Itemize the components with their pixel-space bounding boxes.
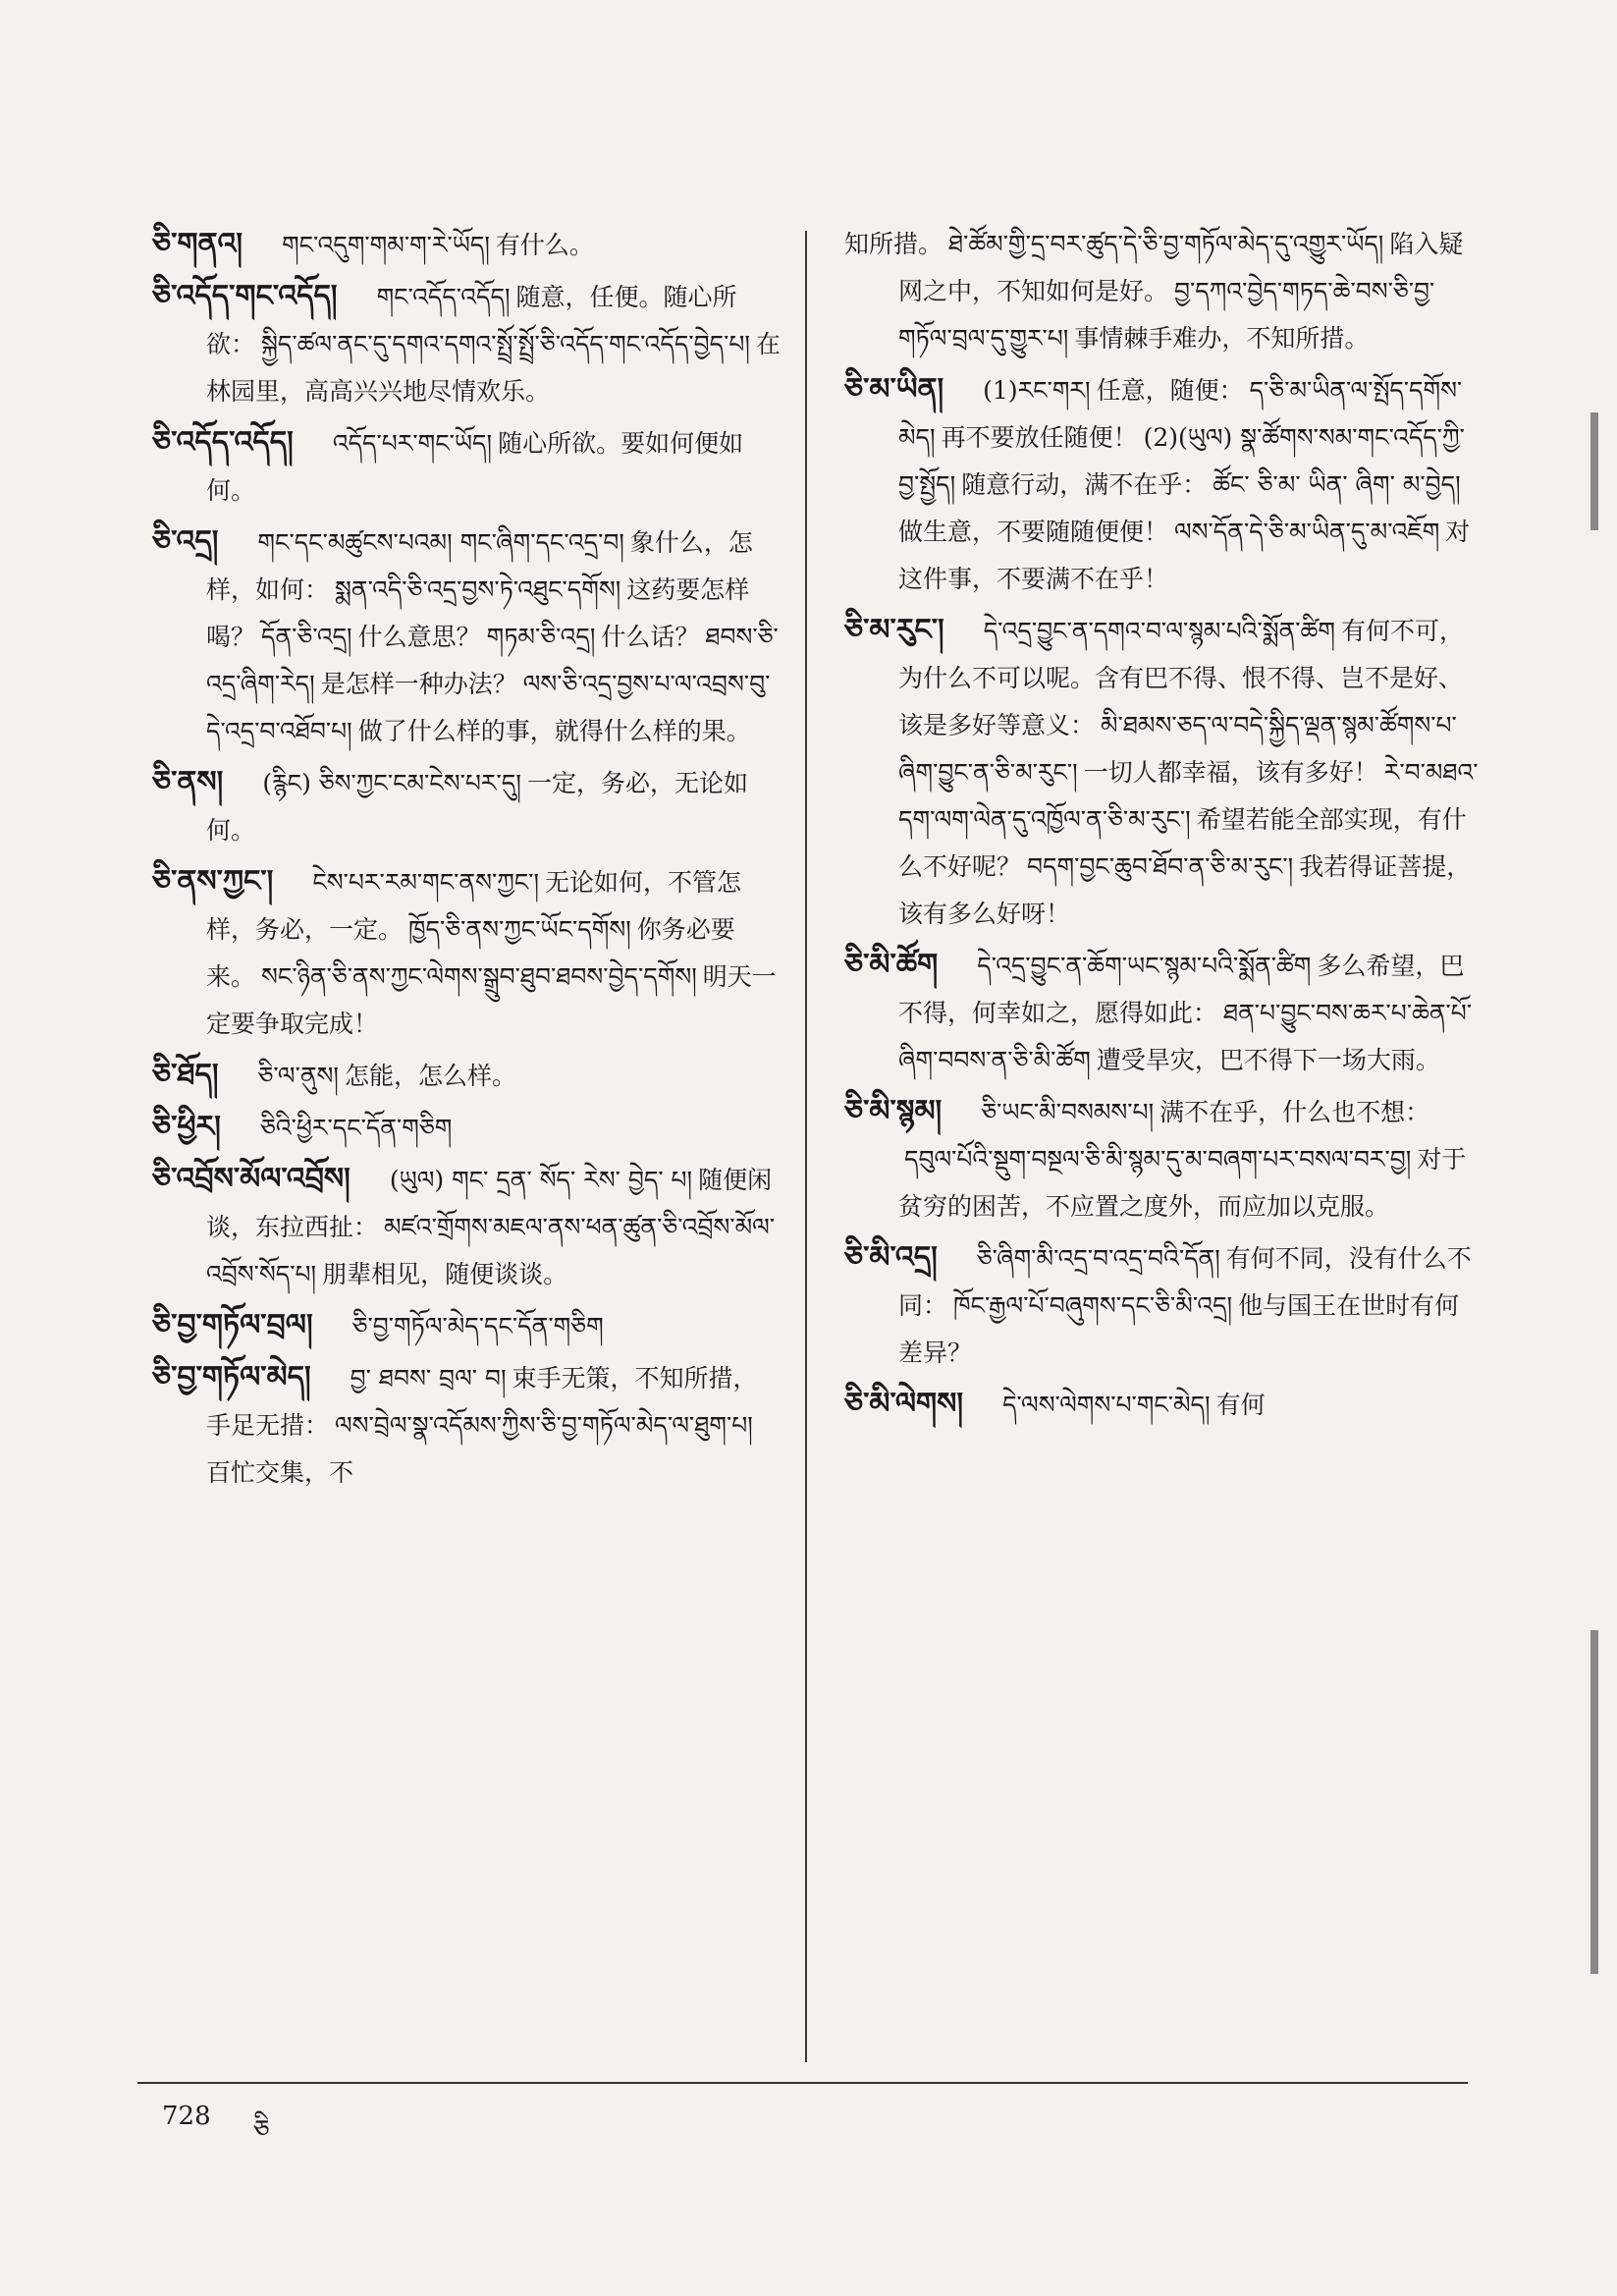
page-number: 728	[162, 2102, 211, 2131]
entry-chinese-gloss: 任意，随便：	[1096, 376, 1244, 405]
dictionary-entry	[844, 221, 1482, 362]
entry-tibetan-definition: གང་དང་མཚུངས་པའམ། གང་ཞིག་དང་འདྲ་བ།	[257, 528, 624, 557]
example-tibetan: བདག་བྱང་ཆུབ་ཐོབ་ན་ཅི་མ་རུང་།	[1027, 852, 1294, 881]
dictionary-entry	[844, 1088, 1482, 1230]
entry-tibetan-definition: (ཡུལ) གང་ དྲན་ སོད་ རེས་ བྱེད་ པ།	[389, 1166, 693, 1194]
example-tibetan: ལས་བྲེལ་སྣ་འདོམས་ཀྱིས་ཅི་བྱ་གཏོལ་མེད་ལ་ཐུག་པ།	[335, 1411, 753, 1440]
entry-headword: ཅི་བྱ་གཏོལ་མེད།	[152, 1360, 311, 1394]
entry-chinese-gloss: 有什么。	[495, 231, 594, 259]
entry-headword: ཅི་གནའ།	[152, 227, 243, 261]
entry-chinese-gloss: 有何	[1215, 1391, 1266, 1419]
example-tibetan: ཐེ་ཚོམ་གྱི་དྲ་བར་ཚུད་དེ་ཅི་བྱ་གཏོལ་མེད་དུ་འགྱུར་ཡོད།	[948, 230, 1384, 258]
entry-tibetan-definition: བྱ་ ཐབས་ བྲལ་ བ།	[350, 1364, 507, 1393]
example-tibetan: བྱ་དཀའ་བྱེད་གཏད་ཆེ་བས་ཅི་བྱ་གཏོལ་བྲལ་དུ་གྱུར་པ།	[898, 277, 1435, 353]
example-chinese: 什么意思？	[357, 623, 481, 651]
example-tibetan: མཛའ་གྲོགས་མཇལ་ནས་ཕན་ཚུན་ཅི་འབྲོས་མོལ་འབྲོས་སོད་པ།	[206, 1213, 776, 1288]
entry-headword: ཅི་མི་འདྲ།	[844, 1240, 938, 1275]
dictionary-entry	[152, 221, 781, 269]
entry-chinese-gloss: 象什么，怎样，如何：	[206, 528, 753, 604]
right-column	[844, 221, 1482, 1433]
entry-tibetan-definition: ངེས་པར་རམ་གང་ནས་ཀྱང་།	[312, 868, 540, 897]
example-tibetan: ཐན་པ་བྱུང་བས་ཆར་པ་ཆེན་པོ་ཞིག་བབས་ན་ཅི་མི་ཚོག	[898, 999, 1473, 1074]
entry-headword: ཅི་ཐོད།	[152, 1058, 219, 1092]
entry-headword: ཅི་ཕྱིར།	[152, 1110, 221, 1144]
example-chinese: 你务必要来。	[206, 915, 735, 991]
example-tibetan: ཁོང་རྒྱལ་པོ་བཞུགས་དང་ཅི་མི་འདྲ།	[953, 1291, 1233, 1320]
entry-headword: ཅི་མི་ལེགས།	[844, 1387, 964, 1421]
example-tibetan: ཐབས་ཅི་འདྲ་ཞིག་རེད།	[206, 623, 779, 698]
entry-chinese-gloss: 知所措。	[844, 230, 943, 258]
example-chinese: 百忙交集，不	[206, 1458, 354, 1487]
example-chinese: 事情棘手难办，不知所措。	[1074, 324, 1370, 353]
dictionary-entry	[152, 519, 781, 755]
footer-rule	[137, 2082, 1468, 2084]
entry-chinese-gloss: 有何不同，没有什么不同：	[898, 1244, 1472, 1320]
entry-headword: ཅི་ནས་ཀྱང་།	[152, 864, 274, 899]
entry-tibetan-definition: འདོད་པར་གང་ཡོད།	[332, 429, 493, 458]
dictionary-entry	[844, 366, 1482, 603]
example-chinese: 什么话？	[601, 623, 700, 651]
scan-edge-mark	[1590, 1630, 1598, 1974]
entry-headword: ཅི་མི་ཚོག	[844, 948, 939, 982]
example-tibetan: (2)(ཡུལ) སྣ་ཚོགས་སམ་གང་འདོད་ཀྱི་བྱ་སྤྱོད།	[898, 423, 1465, 499]
example-tibetan: སྐྱིད་ཚལ་ནང་དུ་དགའ་དགའ་སྤྲོ་སྤྲོ་ཅི་འདོད་གང་འདོད་བྱེད་པ།	[261, 330, 750, 358]
example-chinese: 再不要放任随便！	[941, 423, 1138, 452]
dictionary-entry	[844, 942, 1482, 1084]
entry-headword: ཅི་མ་ཡིན།	[844, 372, 944, 407]
example-tibetan: སང་ཉིན་ཅི་ནས་ཀྱང་ལེགས་སྒྲུབ་ཐུབ་ཐབས་བྱེད་དགོས།	[261, 962, 697, 991]
entry-tibetan-definition: དེ་ལས་ལེགས་པ་གང་མེད།	[1002, 1391, 1211, 1419]
entry-chinese-gloss: 随意，任便。随心所欲：	[206, 283, 737, 358]
example-chinese: 遭受旱灾，巴不得下一场大雨。	[1096, 1046, 1440, 1074]
entry-chinese-gloss: 一定，务必，无论如何。	[206, 769, 748, 845]
dictionary-entry	[152, 759, 781, 854]
dictionary-entry	[152, 1354, 781, 1497]
example-chinese: 做了什么样的事，就得什么样的果。	[357, 717, 751, 745]
dictionary-entry	[152, 1156, 781, 1298]
entry-tibetan-definition: (1)རང་གར།	[983, 376, 1091, 405]
example-tibetan: ད་ཅི་མ་ཡིན་ལ་སྤོད་དགོས་མེད།	[898, 376, 1463, 452]
example-tibetan: ཁྱོད་ཅི་ནས་ཀྱང་ཡོང་དགོས།	[408, 915, 631, 944]
dictionary-entry	[152, 273, 781, 415]
entry-headword: ཅི་འདྲ།	[152, 524, 219, 559]
example-chinese: 他与国王在世时有何差异？	[898, 1291, 1460, 1367]
example-chinese: 对于贫穷的困苦，不应置之度外，而应加以克服。	[898, 1145, 1467, 1221]
dictionary-entry	[152, 1302, 781, 1350]
entry-headword: ཅི་མ་རུང་།	[844, 613, 944, 647]
dictionary-entry	[844, 607, 1482, 938]
entry-chinese-gloss: 有何不可，为什么不可以呢。含有巴不得、恨不得、岂不是好、该是多好等意义：	[898, 617, 1464, 739]
entry-tibetan-definition: གང་འདུག་གམ་ག་རེ་ཡོད།	[282, 231, 490, 259]
dictionary-entry	[152, 1104, 781, 1152]
example-chinese: 我若得证菩提，该有多么好呀！	[898, 852, 1472, 928]
example-chinese: 这药要怎样喝？	[206, 575, 750, 651]
dictionary-entry	[152, 1052, 781, 1100]
entry-headword: ཅི་ནས།	[152, 765, 224, 799]
entry-tibetan-definition: ཅི་ཞིག་མི་འདྲ་བ་འདྲ་བའི་དོན།	[976, 1244, 1220, 1273]
entry-chinese-gloss: 多么希望，巴不得，何幸如之，愿得如此：	[898, 952, 1465, 1027]
section-letter: ཅི	[253, 2115, 270, 2145]
entry-tibetan-definition: ཅི་བྱ་གཏོལ་མེད་དང་དོན་གཅིག	[351, 1312, 604, 1340]
entry-tibetan-definition: ཅི་ཡང་མི་བསམས་པ།	[981, 1098, 1155, 1126]
dictionary-entry	[152, 858, 781, 1048]
dictionary-entry	[844, 1234, 1482, 1377]
entry-headword: ཅི་འབྲོས་མོལ་འབྲོས།	[152, 1162, 350, 1196]
entry-chinese-gloss: 束手无策，不知所措，手足无措：	[206, 1364, 758, 1440]
example-chinese: 做生意，不要随随便便！	[898, 518, 1169, 546]
example-chinese: 朋辈相见，随便谈谈。	[322, 1260, 568, 1288]
entry-chinese-gloss: 随心所欲。要如何便如何。	[206, 429, 744, 505]
entry-chinese-gloss: 无论如何，不管怎样，务必，一定。	[206, 868, 742, 944]
example-chinese: 随意行动，满不在乎：	[961, 470, 1208, 499]
left-column	[152, 221, 781, 1501]
scan-edge-mark	[1590, 412, 1598, 530]
entry-headword: ཅི་འདོད་གང་འདོད།	[152, 279, 338, 313]
example-chinese: 是怎样一种办法？	[320, 670, 517, 698]
example-tibetan: ལས་དོན་དེ་ཅི་མ་ཡིན་དུ་མ་འཇོག	[1174, 518, 1440, 546]
example-tibetan: དོན་ཅི་འདྲ།	[261, 623, 352, 651]
example-chinese: 一切人都幸福，该有多好！	[1083, 758, 1378, 787]
example-chinese: 明天一定要争取完成！	[206, 962, 777, 1038]
example-tibetan: རེ་བ་མཐའ་དག་ལག་ལེན་དུ་འཁྱོལ་ན་ཅི་མ་རུང་།	[898, 758, 1479, 834]
entry-tibetan-definition: དེ་འདྲ་བྱུང་ན་ཆོག་ཡང་སྙམ་པའི་སྨོན་ཚིག	[977, 952, 1312, 980]
example-tibetan: ཚོང་ ཅི་མ་ ཡིན་ ཞིག་ མ་བྱེད།	[1213, 470, 1461, 499]
column-divider	[805, 231, 807, 2062]
example-tibetan: དབུལ་པོའི་སྡུག་བསྔལ་ཅི་མི་སྙམ་དུ་མ་བཞག་པར་བསལ་བར་བྱ།	[904, 1145, 1412, 1174]
dictionary-entry	[152, 419, 781, 515]
entry-chinese-gloss: 随便闲谈，东拉西扯：	[206, 1166, 773, 1241]
example-tibetan: མི་ཐམས་ཅད་ལ་བདེ་སྐྱིད་ལྡན་སྙམ་ཚོགས་པ་ཞིག་བྱུང་ན་ཅི་མ་རུང་།	[898, 711, 1457, 787]
entry-chinese-gloss: 满不在乎，什么也不想：	[1159, 1098, 1430, 1126]
example-tibetan: སྨན་འདི་ཅི་འདྲ་བྱས་ཏེ་འཐུང་དགོས།	[335, 575, 621, 604]
entry-headword: ཅི་འདོད་འདོད།	[152, 425, 294, 460]
entry-tibetan-definition: (རྙིང) ཅིས་ཀྱང་ངམ་ངེས་པར་དུ།	[262, 769, 521, 797]
example-chinese: 在林园里，高高兴兴地尽情欢乐。	[206, 330, 781, 406]
example-chinese: 陷入疑网之中，不知如何是好。	[898, 230, 1464, 305]
example-chinese: 希望若能全部实现，有什么不好呢？	[898, 805, 1467, 881]
entry-chinese-gloss: 怎能，怎么样。	[344, 1062, 516, 1090]
entry-tibetan-definition: གང་འདོད་འདོད།	[376, 283, 511, 311]
entry-headword: ཅི་བྱ་གཏོལ་བྲལ།	[152, 1308, 313, 1342]
entry-tibetan-definition: ཅིའི་ཕྱིར་དང་དོན་གཅིག	[259, 1114, 453, 1142]
example-tibetan: གཏམ་ཅི་འདྲ།	[486, 623, 596, 651]
entry-headword: ཅི་མི་སྙམ།	[844, 1094, 943, 1128]
example-chinese: 对这件事，不要满不在乎！	[898, 518, 1471, 593]
entry-tibetan-definition: དེ་འདྲ་བྱུང་ན་དགའ་བ་ལ་སྙམ་པའི་སྨོན་ཚིག	[983, 617, 1335, 645]
dictionary-entry	[844, 1381, 1482, 1429]
entry-tibetan-definition: ཅི་ལ་ནུས།	[257, 1062, 339, 1090]
example-tibetan: ལས་ཅི་འདྲ་བྱས་པ་ལ་འབྲས་བུ་དེ་འདྲ་བ་འཐོབ་པ།	[206, 670, 771, 745]
